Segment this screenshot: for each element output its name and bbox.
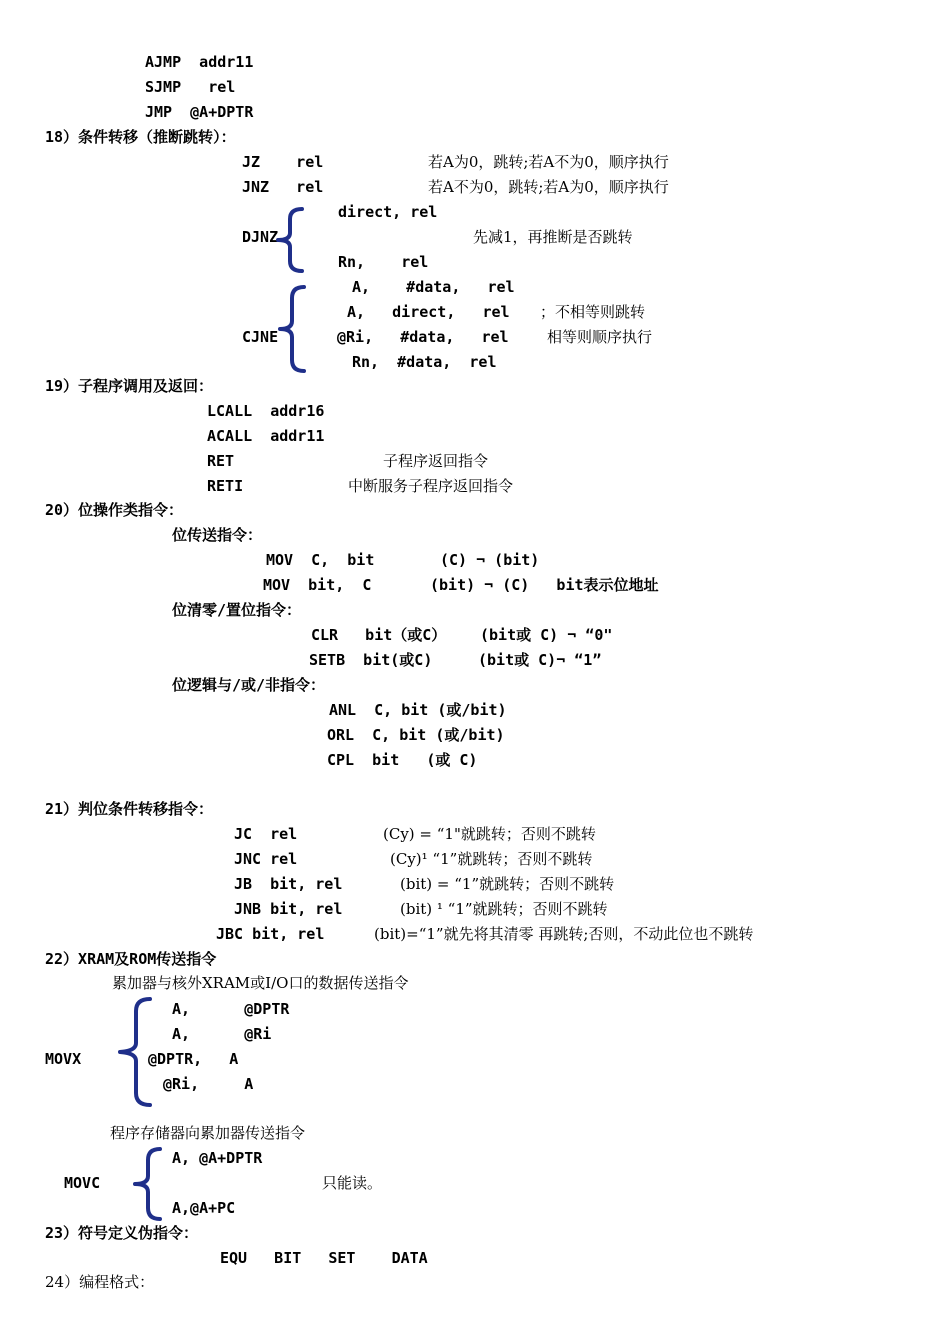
ret-instruction: RET: [207, 452, 235, 470]
movx-label: MOVX: [45, 1050, 82, 1068]
cjne-operand-3: @Ri, #data, rel: [337, 328, 509, 346]
jnb-instruction: JNB bit, rel: [234, 900, 343, 918]
djnz-operand-2: Rn, rel: [338, 253, 429, 271]
movc-operand-2: A,@A+PC: [172, 1199, 236, 1217]
jnb-description: (bit) ¹ “1”就跳转；否则不跳转: [400, 900, 608, 918]
movx-operand-3: @DPTR, A: [148, 1050, 239, 1068]
jc-instruction: JC rel: [234, 825, 298, 843]
jnz-description: 若A不为0，跳转;若A为0，顺序执行: [428, 178, 669, 196]
movx-operand-4: @Ri, A: [163, 1075, 254, 1093]
jb-instruction: JB bit, rel: [234, 875, 343, 893]
movc-brace-icon: [128, 1145, 168, 1223]
xram-description: 累加器与核外XRAM或I/O口的数据传送指令: [112, 974, 409, 992]
jb-description: (bit) = “1”就跳转；否则不跳转: [400, 875, 615, 893]
movx-operand-2: A, @Ri: [172, 1025, 272, 1043]
setb-description: (bit或 C)¬ “1”: [478, 651, 602, 669]
mov-bit-c-description: (bit) ¬ (C) bit表示位地址: [430, 576, 659, 594]
movc-operand-1: A, @A+DPTR: [172, 1149, 263, 1167]
mov-c-bit-instruction: MOV C, bit: [266, 551, 375, 569]
clr-description: (bit或 C) ¬ “0": [480, 626, 613, 644]
cjne-note-1: ；不相等则跳转: [540, 303, 646, 321]
rom-description: 程序存储器向累加器传送指令: [110, 1124, 306, 1142]
lcall-line: LCALL addr16: [207, 402, 325, 420]
section-20-heading: 20）位操作类指令：: [45, 501, 184, 519]
ajmp-line: AJMP addr11: [145, 53, 254, 71]
section-18-heading: 18）条件转移（推断跳转）：: [45, 128, 236, 146]
pseudo-directives: EQU BIT SET DATA: [220, 1249, 428, 1267]
ret-description: 子程序返回指令: [383, 452, 489, 470]
section-22-heading: 22）XRAM及ROM传送指令: [45, 950, 217, 968]
section-24-heading: 24）编程格式：: [45, 1273, 155, 1291]
movx-operand-1: A, @DPTR: [172, 1000, 290, 1018]
jbc-description: (bit)=“1”就先将其清零 再跳转;否则，不动此位也不跳转: [374, 925, 754, 943]
movc-label: MOVC: [64, 1174, 101, 1192]
cjne-brace-icon: [272, 283, 312, 375]
anl-line: ANL C, bit (或/bit): [329, 701, 507, 719]
cjne-operand-4: Rn, #data, rel: [352, 353, 497, 371]
section-19-heading: 19）子程序调用及返回：: [45, 377, 214, 395]
djnz-brace-icon: [270, 205, 310, 275]
jnc-instruction: JNC rel: [234, 850, 298, 868]
cpl-line: CPL bit (或 C): [327, 751, 478, 769]
cjne-operand-1: A, #data, rel: [352, 278, 515, 296]
mov-bit-c-instruction: MOV bit, C: [263, 576, 372, 594]
djnz-operand-1: direct, rel: [338, 203, 438, 221]
cjne-label: CJNE: [242, 328, 279, 346]
jc-description: (Cy) = “1"就跳转；否则不跳转: [383, 825, 596, 843]
orl-line: ORL C, bit (或/bit): [327, 726, 505, 744]
setb-instruction: SETB bit(或C): [309, 651, 433, 669]
bit-clear-set-title: 位清零/置位指令：: [172, 601, 302, 619]
bit-transfer-title: 位传送指令：: [172, 526, 263, 544]
reti-description: 中断服务子程序返回指令: [348, 477, 514, 495]
movx-brace-icon: [114, 995, 158, 1110]
mov-c-bit-description: (C) ¬ (bit): [440, 551, 540, 569]
jz-description: 若A为0，跳转;若A不为0，顺序执行: [428, 153, 669, 171]
bit-logic-title: 位逻辑与/或/非指令：: [172, 676, 326, 694]
jnc-description: (Cy)¹ “1”就跳转；否则不跳转: [390, 850, 593, 868]
section-21-heading: 21）判位条件转移指令：: [45, 800, 214, 818]
section-23-heading: 23）符号定义伪指令：: [45, 1224, 199, 1242]
sjmp-line: SJMP rel: [145, 78, 236, 96]
jmp-line: JMP @A+DPTR: [145, 103, 254, 121]
reti-instruction: RETI: [207, 477, 244, 495]
clr-instruction: CLR bit（或C）: [311, 626, 447, 644]
cjne-operand-2: A, direct, rel: [347, 303, 510, 321]
movc-note: 只能读。: [322, 1174, 383, 1192]
acall-line: ACALL addr11: [207, 427, 325, 445]
djnz-label: DJNZ: [242, 228, 279, 246]
jnz-instruction: JNZ rel: [242, 178, 324, 196]
cjne-note-2: 相等则顺序执行: [547, 328, 653, 346]
djnz-description: 先减1，再推断是否跳转: [473, 228, 633, 246]
jz-instruction: JZ rel: [242, 153, 324, 171]
jbc-instruction: JBC bit, rel: [216, 925, 325, 943]
